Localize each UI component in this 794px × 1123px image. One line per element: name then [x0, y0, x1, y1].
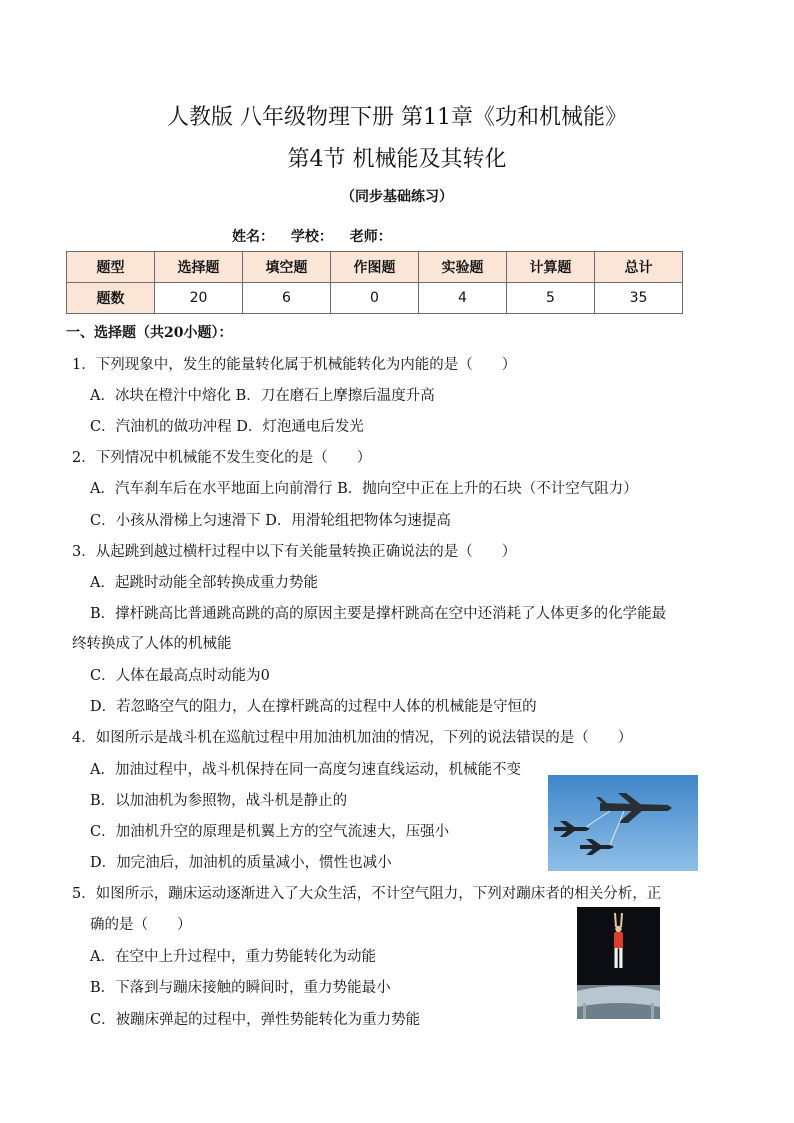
question-option: C．被蹦床弹起的过程中，弹性势能转化为重力势能: [90, 1012, 421, 1028]
question-option: C．小孩从滑梯上匀速滑下 D．用滑轮组把物体匀速提高: [90, 513, 451, 529]
table-cell: 4: [419, 283, 507, 314]
question-option-continuation: 终转换成了人体的机械能: [72, 636, 232, 652]
table-header-cell: 选择题: [155, 252, 243, 283]
question-option: A．起跳时动能全部转换成重力势能: [90, 575, 318, 591]
question-stem: 1．下列现象中，发生的能量转化属于机械能转化为内能的是（ ）: [72, 357, 517, 373]
document-title: 人教版 八年级物理下册 第11章《功和机械能》: [167, 105, 627, 130]
refueling-jets-image: [548, 775, 698, 871]
question-stem: 2．下列情况中机械能不发生变化的是（ ）: [72, 450, 372, 466]
question-option: A．在空中上升过程中，重力势能转化为动能: [90, 949, 376, 965]
table-row: [67, 283, 683, 314]
table-cell: 20: [155, 283, 243, 314]
table-header-cell: 总计: [595, 252, 683, 283]
table-header-row: [67, 252, 683, 283]
section-title: 第4节 机械能及其转化: [287, 147, 507, 172]
table-cell: 5: [507, 283, 595, 314]
table-header-cell: 填空题: [243, 252, 331, 283]
question-option: C．加油机升空的原理是机翼上方的空气流速大，压强小: [90, 824, 450, 840]
question-option: B．撑杆跳高比普通跳高跳的高的原因主要是撑杆跳高在空中还消耗了人体更多的化学能最: [90, 606, 667, 622]
question-stem: 4．如图所示是战斗机在巡航过程中用加油机加油的情况，下列的说法错误的是（ ）: [72, 730, 633, 746]
question-option: D．若忽略空气的阻力，人在撑杆跳高的过程中人体的机械能是守恒的: [90, 699, 537, 715]
table-header-cell: 实验题: [419, 252, 507, 283]
question-stem: 5．如图所示，蹦床运动逐渐进入了大众生活，不计空气阻力，下列对蹦床者的相关分析，正: [72, 886, 662, 902]
question-option: D．加完油后，加油机的质量减小，惯性也减小: [90, 855, 392, 871]
subtitle: （同步基础练习）: [341, 189, 453, 205]
question-option: A．加油过程中，战斗机保持在同一高度匀速直线运动，机械能不变: [90, 762, 521, 778]
question-option: C．汽油机的做功冲程 D．灯泡通电后发光: [90, 419, 364, 435]
table-cell: 6: [243, 283, 331, 314]
question-option: A．汽车刹车后在水平地面上向前滑行 B．抛向空中正在上升的石块（不计空气阻力）: [90, 481, 638, 497]
question-stats-table: [66, 251, 683, 314]
question-option: C．人体在最高点时动能为0: [90, 668, 270, 684]
question-option: B．下落到与蹦床接触的瞬间时，重力势能最小: [90, 980, 391, 996]
question-option: A．冰块在橙汁中熔化 B．刀在磨石上摩擦后温度升高: [90, 388, 435, 404]
question-option: B．以加油机为参照物，战斗机是静止的: [90, 793, 348, 809]
table-row-label: 题数: [67, 283, 155, 314]
question-stem: 3．从起跳到越过横杆过程中以下有关能量转换正确说法的是（ ）: [72, 544, 517, 560]
table-header-cell: 作图题: [331, 252, 419, 283]
table-cell: 35: [595, 283, 683, 314]
table-cell: 0: [331, 283, 419, 314]
student-info-line: 姓名： 学校： 老师：: [232, 229, 392, 245]
question-stem-continuation: 确的是（ ）: [90, 917, 192, 933]
table-header-cell: 题型: [67, 252, 155, 283]
section-heading: 一、选择题（共20小题）：: [66, 325, 233, 341]
table-header-cell: 计算题: [507, 252, 595, 283]
trampoline-athlete-image: [577, 907, 660, 1019]
